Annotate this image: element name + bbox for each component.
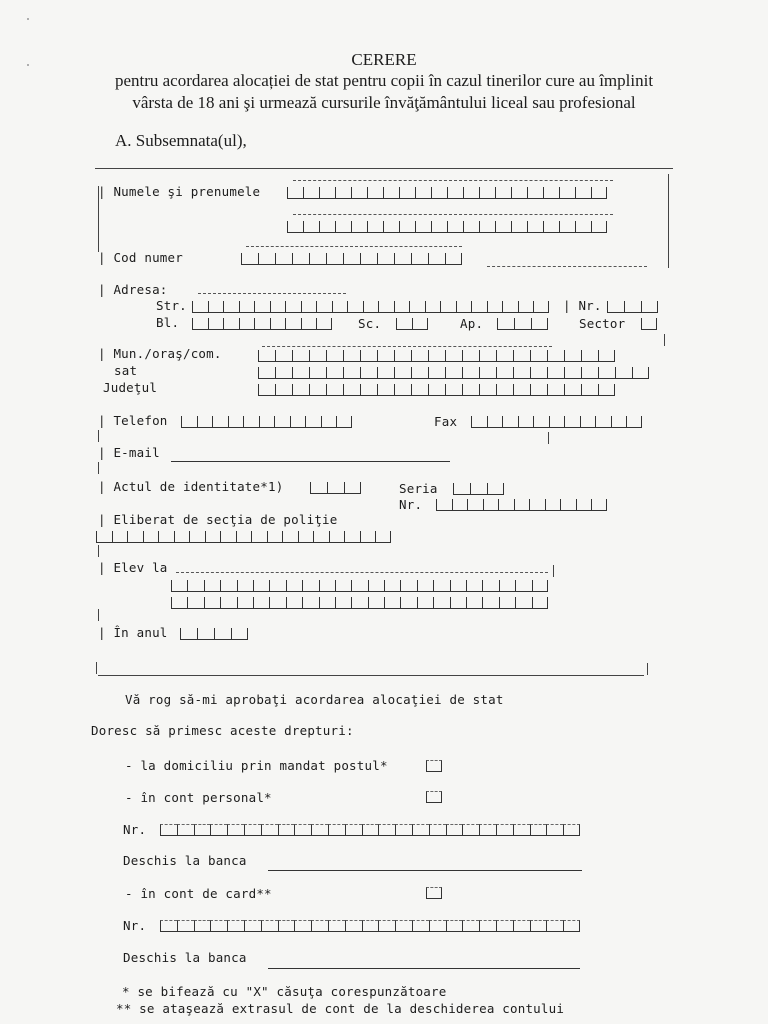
frame-bar (647, 663, 648, 675)
phone-label: Telefon (113, 413, 168, 428)
footnote-2: ** se ataşează extrasul de cont de la deschiderea contului (116, 1001, 565, 1016)
school-top-dash (176, 572, 548, 573)
bank2-line[interactable] (268, 968, 580, 969)
issued-by-boxes[interactable] (96, 531, 391, 543)
fax-label: Fax (434, 414, 458, 429)
name-mid-dash (293, 214, 613, 215)
form-subtitle-2: vârsta de 18 ani şi urmează cursurile învăţământului liceal sau profesional (132, 93, 636, 112)
issued-by-label: Eliberat de secţia de poliţie (113, 512, 338, 527)
card-nr-boxes[interactable] (160, 920, 580, 932)
cnp-extra-dash (487, 266, 647, 267)
scan-speck (27, 18, 29, 20)
option-account-label: - în cont personal* (125, 790, 272, 805)
block-label: Bl. (156, 315, 180, 330)
year-label: În anul (113, 625, 168, 640)
block-boxes[interactable] (192, 318, 332, 330)
village-label: sat (114, 363, 138, 378)
city-boxes[interactable] (258, 350, 615, 362)
county-label: Judeţul (103, 380, 158, 395)
name-top-dash (293, 180, 613, 181)
bank1-line[interactable] (268, 870, 582, 871)
village-boxes[interactable] (258, 367, 649, 379)
card-nr-label: Nr. (123, 918, 147, 933)
option-home-label: - la domiciliu prin mandat postul* (125, 758, 388, 773)
id-number-boxes[interactable] (436, 499, 607, 511)
bank1-label: Deschis la banca (123, 853, 247, 868)
frame-bar (98, 430, 99, 442)
street-top-dash (198, 293, 346, 294)
nr-boxes[interactable] (607, 301, 658, 313)
form-title: CERERE (351, 50, 417, 69)
ap-boxes[interactable] (497, 318, 548, 330)
school-label: Elev la (113, 560, 168, 575)
frame-bar (96, 662, 97, 674)
option-card-label: - în cont de card** (125, 886, 272, 901)
account-nr-boxes[interactable] (160, 824, 580, 836)
city-label: Mun./oraş/com. (113, 346, 222, 361)
frame-right-bar (668, 174, 669, 268)
frame-bar (548, 432, 549, 444)
request-text: Vă rog să-mi aprobaţi acordarea alocaţiei de stat (125, 692, 504, 707)
id-series-boxes[interactable] (453, 483, 504, 495)
county-boxes[interactable] (258, 384, 615, 396)
fax-boxes[interactable] (471, 416, 642, 428)
nr-label: Nr. (578, 298, 602, 313)
school-boxes-row2[interactable] (171, 597, 548, 609)
name-label: Numele şi prenumele (113, 184, 261, 199)
id-series-label: Seria (399, 481, 438, 496)
id-doc-boxes[interactable] (310, 482, 361, 494)
section-rule (95, 168, 673, 169)
id-number-label: Nr. (399, 497, 423, 512)
address-label: Adresa: (113, 282, 168, 297)
scara-label: Sc. (358, 316, 382, 331)
option-home-checkbox[interactable] (426, 760, 442, 772)
account-nr-label: Nr. (123, 822, 147, 837)
footnote-1: * se bifează cu "X" căsuţa corespunzătoare (122, 984, 447, 999)
frame-bar (98, 609, 99, 621)
sector-label: Sector (579, 316, 626, 331)
form-subtitle-1: pentru acordarea alocației de stat pentru copii în cazul tinerilor cure au împlinit (114, 71, 654, 90)
name-boxes-row1[interactable] (287, 187, 607, 199)
ap-label: Ap. (460, 316, 484, 331)
frame-bar (98, 462, 99, 474)
preference-heading: Doresc să primesc aceste drepturi: (91, 723, 354, 738)
bank2-label: Deschis la banca (123, 950, 247, 965)
street-label: Str. (156, 298, 187, 313)
id-doc-label: Actul de identitate*1) (113, 479, 284, 494)
cnp-top-dash (246, 246, 462, 247)
option-account-checkbox[interactable] (426, 791, 442, 803)
cnp-label: Cod numer (113, 250, 183, 265)
frame-bar (98, 545, 99, 557)
option-card-checkbox[interactable] (426, 887, 442, 899)
frame-bar (553, 565, 554, 577)
email-line[interactable] (171, 461, 450, 462)
email-label: E-mail (113, 445, 160, 460)
frame-bar (664, 334, 665, 346)
city-top-dash (262, 346, 552, 347)
frame-bottom-rule (98, 675, 644, 676)
section-a-label: A. Subsemnata(ul), (115, 131, 247, 150)
sector-boxes[interactable] (641, 318, 657, 330)
cnp-boxes[interactable] (241, 253, 462, 265)
year-boxes[interactable] (180, 628, 248, 640)
street-boxes[interactable] (192, 301, 549, 313)
name-boxes-row2[interactable] (287, 221, 607, 233)
scara-boxes[interactable] (396, 318, 428, 330)
school-boxes-row1[interactable] (171, 580, 548, 592)
phone-boxes[interactable] (181, 416, 352, 428)
